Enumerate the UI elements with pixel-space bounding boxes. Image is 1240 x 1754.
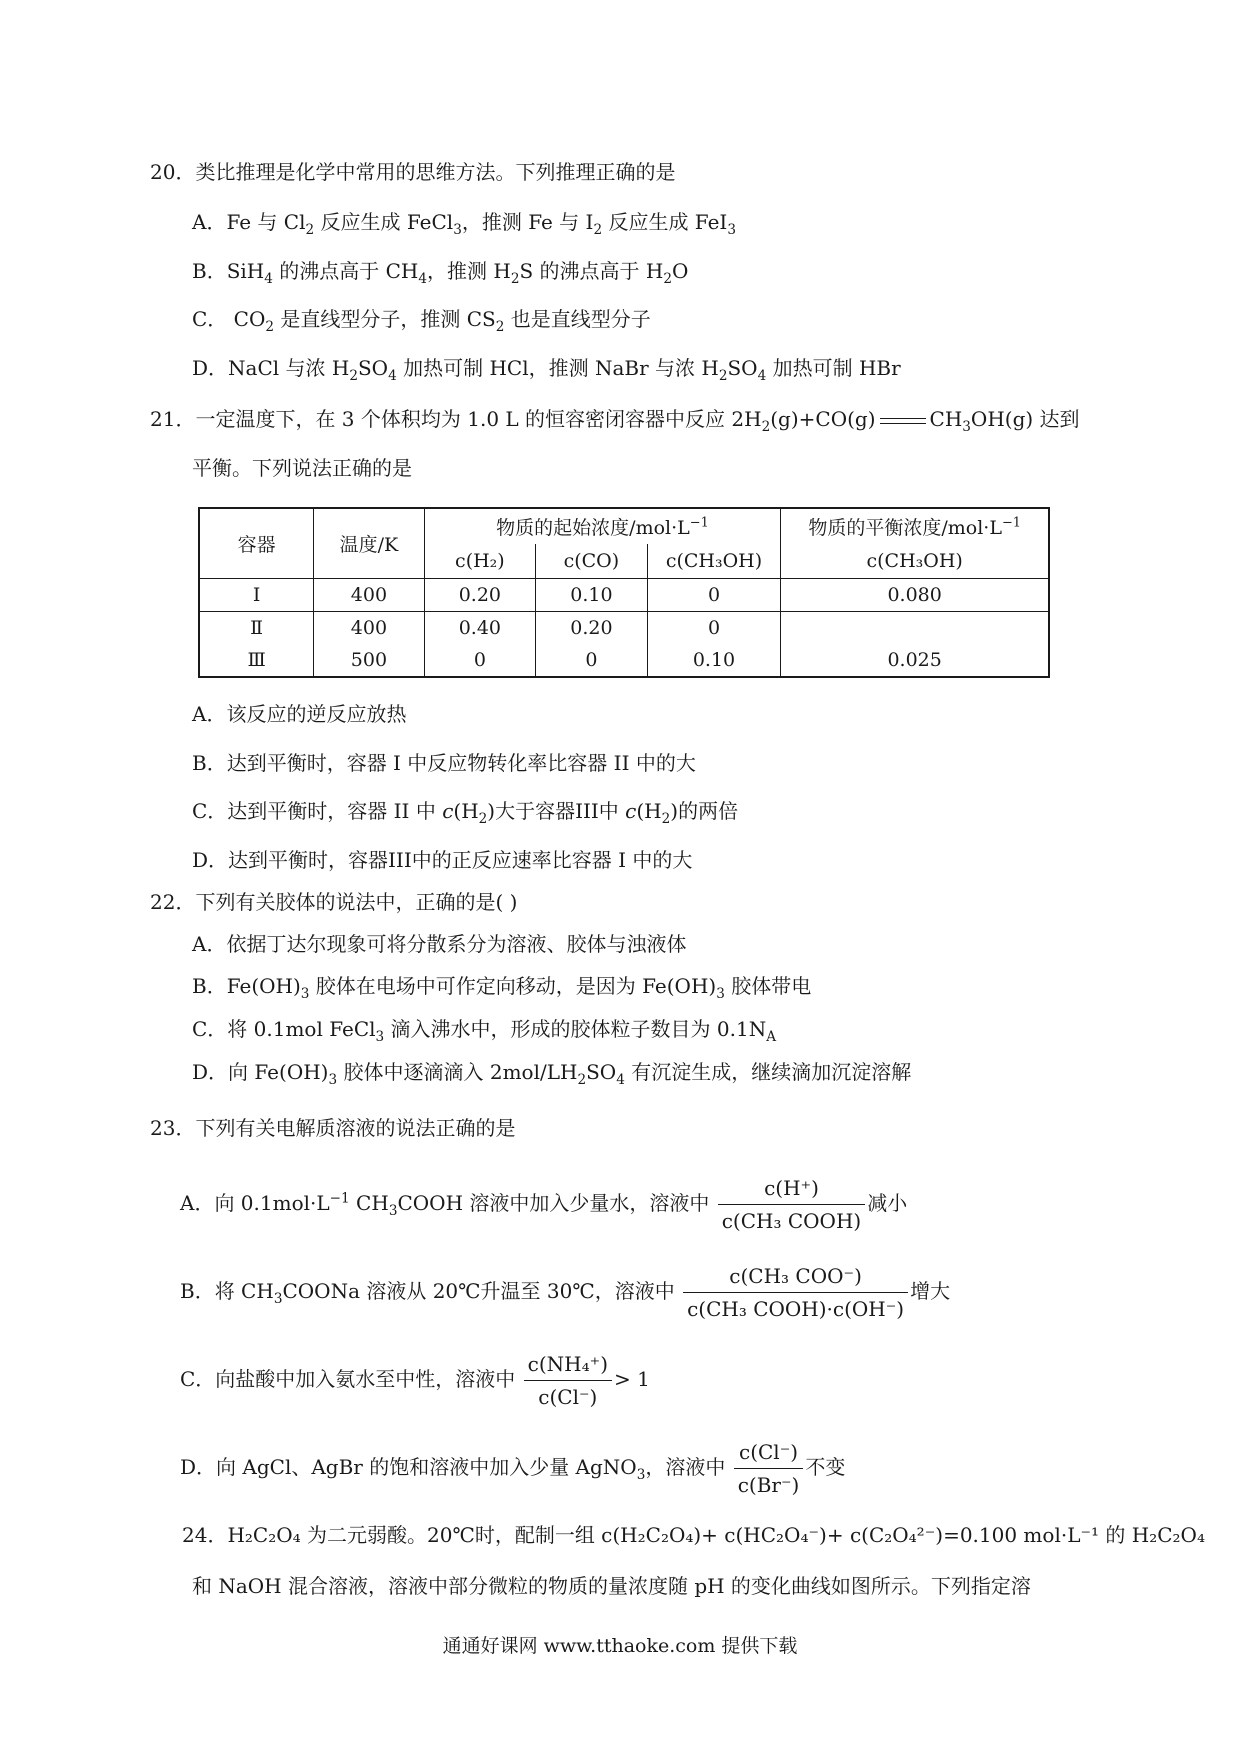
cell-h2: 0 xyxy=(424,644,535,677)
table-row xyxy=(199,611,1049,644)
q22-option-a: A．依据丁达尔现象可将分散系分为溶液、胶体与浊液体 xyxy=(192,932,687,956)
q24-stem-line1: 24．H₂C₂O₄ 为二元弱酸。20℃时，配制一组 c(H₂C₂O₄)+ c(HC₂O₄⁻)+ c(C₂O₄²⁻)=0.100 mol·L⁻¹ 的 H₂C₂O₄ xyxy=(182,1523,1205,1547)
q20-option-a: A．Fe 与 $Cl_2$ 反应生成 FeCl$_3$，推测 Fe 与 $I_2$ 反应生成 FeI$_3$ xyxy=(192,210,736,238)
page-footer: 通通好课网 www.tthaoke.com 提供下载 xyxy=(442,1635,798,1657)
fraction: $\frac{c(Cl^-)}{c(Br^-)}$ xyxy=(734,1438,804,1499)
table-row xyxy=(199,578,1049,611)
th-container: 容器 xyxy=(199,508,314,578)
q22-stem: 22．下列有关胶体的说法中，正确的是( ) xyxy=(150,890,518,914)
q21-option-b: B．达到平衡时，容器 I 中反应物转化率比容器 II 中的大 xyxy=(192,751,696,775)
cell-co: 0 xyxy=(536,644,648,677)
cell-co: 0.10 xyxy=(536,578,648,611)
q23-stem: 23．下列有关电解质溶液的说法正确的是 xyxy=(150,1116,516,1140)
fraction: $\frac{\text{c(NH₄⁺)}}{c(Cl^-)}$ xyxy=(524,1350,612,1411)
q20-option-d: D．NaCl 与浓 $H_2SO_4$ 加热可制 HCl，推测 NaBr 与浓 $H_2SO_4$ 加热可制 HBr xyxy=(192,356,901,384)
table-row xyxy=(199,644,1049,677)
q22-option-d: D．向 $Fe(OH)_3$ 胶体中逐滴滴入 $2mol/LH_2SO_4$ 有沉淀生成，继续滴加沉淀溶解 xyxy=(192,1060,912,1088)
q21-option-a: A．该反应的逆反应放热 xyxy=(192,702,407,726)
cell-temp: 500 xyxy=(314,644,424,677)
q21-stem-line1: 21．一定温度下，在 3 个体积均为 1.0 L 的恒容密闭容器中反应 $2H_2(g)+CO(g)$ $CH_3OH(g)$ 达到 xyxy=(150,407,1080,435)
cell-ch3oh: 0 xyxy=(647,611,781,644)
q23-option-c: C．向盐酸中加入氨水至中性，溶液中 $\frac{\text{c(NH₄⁺)}}{c(Cl^-)}$ > 1 xyxy=(180,1352,650,1409)
cell-temp: 400 xyxy=(314,611,424,644)
fraction: $\frac{c(H^+)}{\text{c(CH₃ COOH)}}$ xyxy=(718,1174,865,1235)
fraction: $\frac{\text{c(CH₃ COO⁻)}}{\text{c(CH₃ COOH)·c(OH⁻)}}$ xyxy=(683,1262,908,1323)
q22-option-c: C．将 0.1mol FeCl$_3$ 滴入沸水中，形成的胶体粒子数目为 $0.1N_A$ xyxy=(192,1017,777,1045)
q21-data-table xyxy=(198,507,1050,678)
equilibrium-arrow-icon xyxy=(880,414,926,428)
th-c-ch3oh: c(CH₃OH) xyxy=(647,544,781,578)
cell-eq: 0.080 xyxy=(781,578,1049,611)
th-eq-c-ch3oh: c(CH₃OH) xyxy=(781,544,1049,578)
cell-container: Ⅱ xyxy=(250,616,264,639)
q22-option-b: B．$Fe(OH)_3$ 胶体在电场中可作定向移动，是因为 $Fe(OH)_3$ 胶体带电 xyxy=(192,974,812,1002)
th-initial-conc: 物质的起始浓度$/mol\cdot L^{-1}$ xyxy=(424,508,781,544)
cell-h2: 0.40 xyxy=(424,611,535,644)
th-equilibrium-conc: 物质的平衡浓度$/mol\cdot L^{-1}$ xyxy=(781,508,1049,544)
th-c-co: c(CO) xyxy=(536,544,648,578)
cell-eq xyxy=(781,611,1049,644)
q20-stem: 20．类比推理是化学中常用的思维方法。下列推理正确的是 xyxy=(150,160,676,184)
q20-option-b: B．SiH$_4$ 的沸点高于 $CH_4$，推测 $H_2S$ 的沸点高于 $H_2O$ xyxy=(192,259,689,287)
q23-option-b: B．将 $CH_3COONa$ 溶液从 20℃升温至 30℃，溶液中 $\frac{\text{c(CH₃ COO⁻)}}{\text{c(CH₃ COOH)·c(OH⁻)}}$ 增大 xyxy=(180,1264,951,1321)
cell-h2: 0.20 xyxy=(424,578,535,611)
q21-option-c: C．达到平衡时，容器 II 中 $c(H_2)$大于容器III中 $c(H_2)$的两倍 xyxy=(192,799,739,827)
q23-option-d: D．向 AgCl、AgBr 的饱和溶液中加入少量 AgNO$_3$，溶液中 $\frac{c(Cl^-)}{c(Br^-)}$ 不变 xyxy=(180,1440,846,1497)
cell-ch3oh: 0.10 xyxy=(647,644,781,677)
cell-temp: 400 xyxy=(314,578,424,611)
q20-option-c: C． $CO_2$ 是直线型分子，推测 $CS_2$ 也是直线型分子 xyxy=(192,307,651,335)
q21-option-d: D．达到平衡时，容器III中的正反应速率比容器 I 中的大 xyxy=(192,848,693,872)
q21-stem-line2: 平衡。下列说法正确的是 xyxy=(192,456,412,480)
cell-container: Ⅰ xyxy=(199,578,314,611)
cell-ch3oh: 0 xyxy=(647,578,781,611)
q23-option-a: A．向 $0.1mol\cdot L^{-1}$ $CH_3COOH$ 溶液中加入少量水，溶液中 $\frac{c(H^+)}{\text{c(CH₃ COOH)}}$ 减小 xyxy=(180,1176,908,1233)
q24-stem-line2: 和 NaOH 混合溶液，溶液中部分微粒的物质的量浓度随 pH 的变化曲线如图所示。下列指定溶 xyxy=(192,1574,1031,1598)
cell-co: 0.20 xyxy=(536,611,648,644)
th-c-h2: c(H₂) xyxy=(424,544,535,578)
th-temperature: 温度/K xyxy=(314,508,424,578)
cell-container: Ⅲ xyxy=(247,649,266,671)
cell-eq: 0.025 xyxy=(781,644,1049,677)
